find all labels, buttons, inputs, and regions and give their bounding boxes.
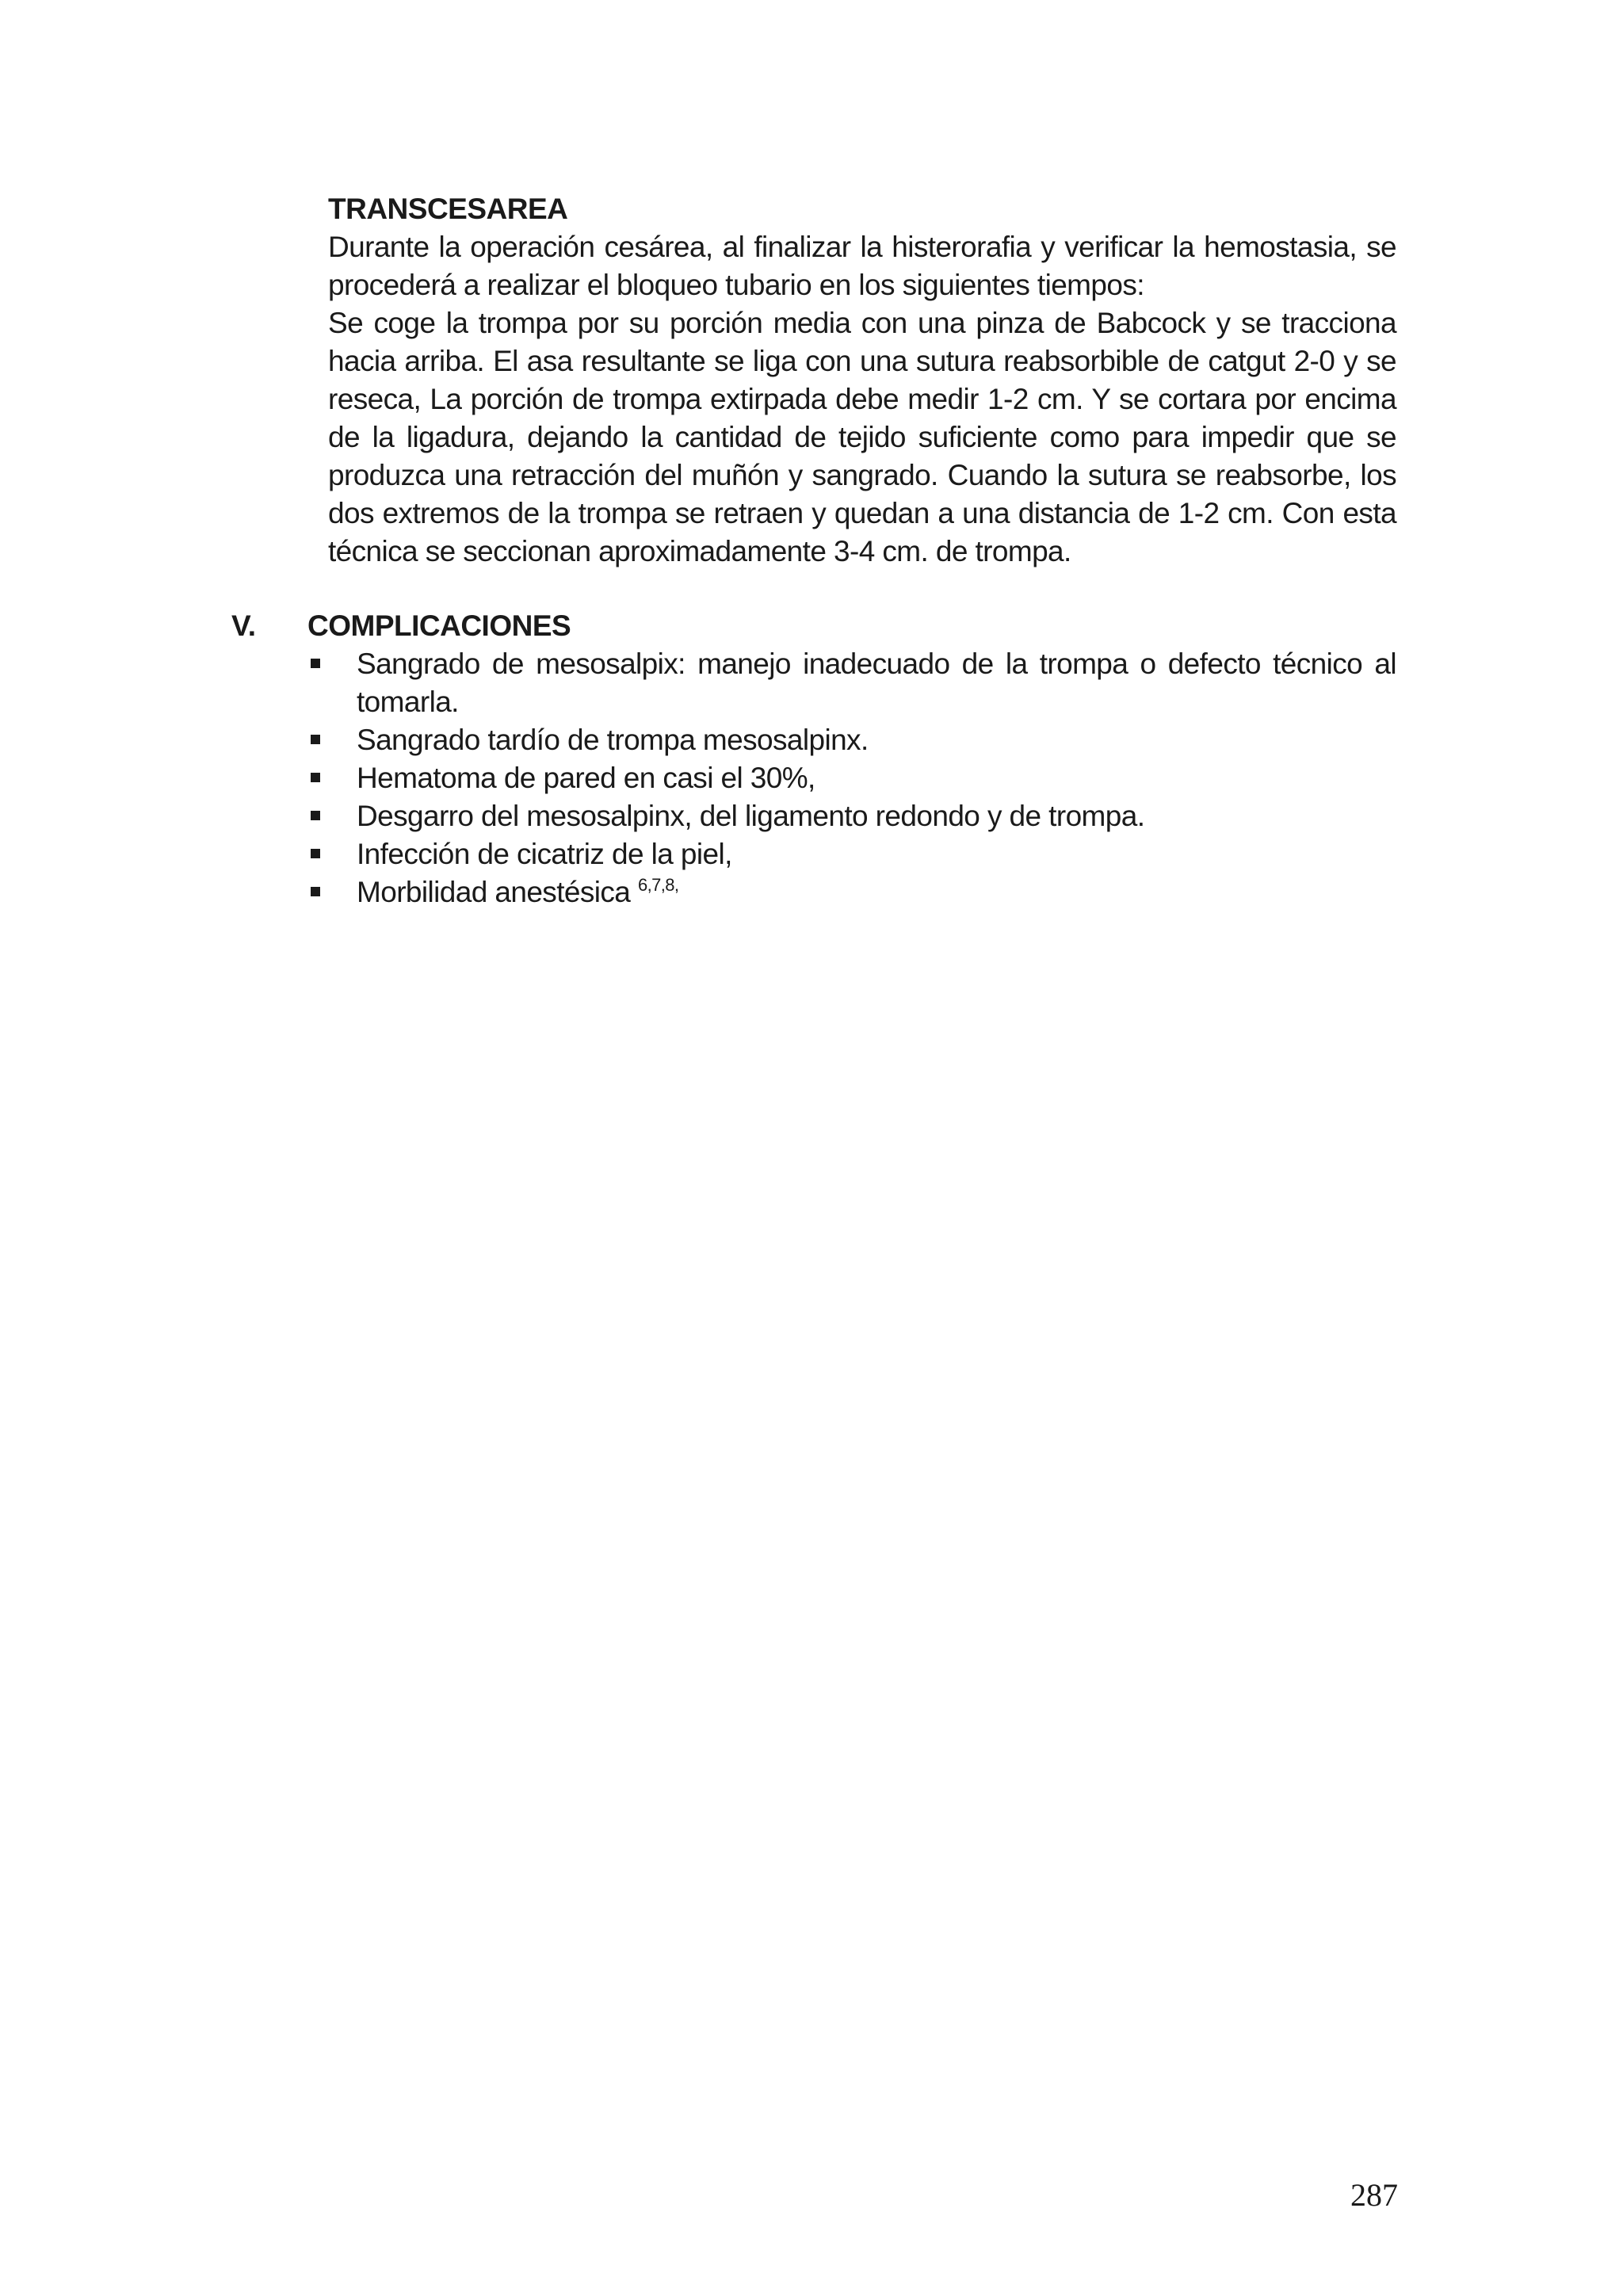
list-item [311, 797, 1396, 835]
section-title: COMPLICACIONES [307, 609, 571, 642]
list-item-text: Desgarro del mesosalpinx, del ligamento redondo y de trompa. [357, 800, 1145, 832]
complicaciones-header [231, 607, 1396, 645]
list-item [311, 873, 1396, 911]
square-bullet-icon [311, 773, 320, 782]
transcesarea-paragraph-2: Se coge la trompa por su porción media con una pinza de Babcock y se tracciona hacia arriba. El asa resultante se liga con una sutura reabsorbible de catgut 2-0 y se reseca, La porción de trompa extirpada debe medir 1-2 cm. Y se cortara por encima de la ligadura, dejando la cantidad de tejido suficiente como para impedir que se produzca una retracción del muñón y sangrado. Cuando la sutura se reabsorbe, los dos extremos de la trompa se retraen y quedan a una distancia de 1-2 cm. Con esta técnica se seccionan aproximadamente 3-4 cm. de trompa. [328, 307, 1396, 567]
list-item-text: Sangrado de mesosalpix: manejo inadecuado de la trompa o defecto técnico al tomarla. [357, 648, 1396, 718]
transcesarea-section [328, 190, 1396, 571]
transcesarea-paragraph-1: Durante la operación cesárea, al finalizar la histerorafia y verificar la hemostasia, se procederá a realizar el bloqueo tubario en los siguientes tiempos: [328, 231, 1396, 301]
square-bullet-icon [311, 849, 320, 858]
reference-superscript: 6,7,8, [637, 875, 679, 895]
square-bullet-icon [311, 887, 320, 896]
list-item [311, 721, 1396, 759]
list-item-text: Hematoma de pared en casi el 30%, [357, 762, 815, 794]
square-bullet-icon [311, 735, 320, 744]
square-bullet-icon [311, 811, 320, 820]
section-number: V. [231, 609, 256, 642]
list-item [311, 835, 1396, 873]
list-item [311, 759, 1396, 797]
list-item [311, 645, 1396, 721]
complications-list [231, 645, 1396, 911]
square-bullet-icon [311, 659, 320, 668]
list-item-text: Sangrado tardío de trompa mesosalpinx. [357, 724, 869, 756]
list-item-text: Infección de cicatriz de la piel, [357, 838, 732, 870]
list-item-text: Morbilidad anestésica [357, 876, 631, 908]
complicaciones-section [231, 607, 1396, 911]
transcesarea-heading: TRANSCESAREA [328, 193, 568, 225]
page-number: 287 [1350, 2177, 1398, 2213]
